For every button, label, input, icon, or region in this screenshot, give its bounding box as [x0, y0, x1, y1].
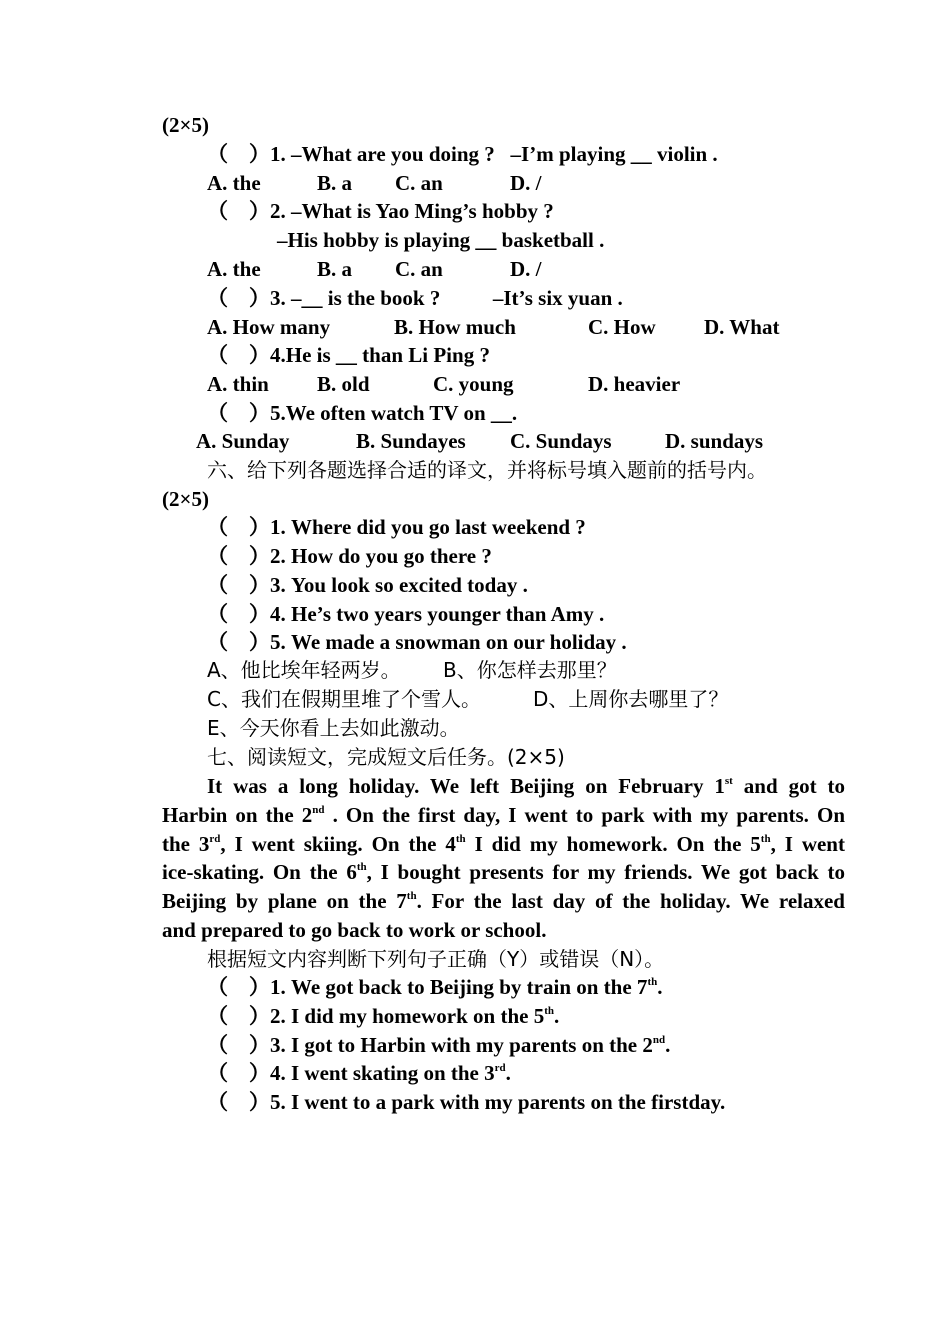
true-false-statement: （ ）4. I went skating on the 3rd.: [207, 1061, 511, 1085]
translation-question: （ ）5. We made a snowman on our holiday .: [207, 630, 627, 654]
passage-line: It was a long holiday. We left Beijing on February 1st and got to: [207, 774, 845, 798]
option-b: B. old: [317, 372, 370, 396]
option-a: A. thin: [207, 372, 269, 396]
question-prompt-continued: –His hobby is playing __ basketball .: [277, 228, 605, 252]
question-prompt: （ ）1. –What are you doing ? –I’m playing __ violin .: [207, 142, 718, 166]
answer-choice-a: A、他比埃年轻两岁。: [207, 658, 401, 682]
option-a: A. the: [207, 257, 261, 281]
option-c: C. an: [395, 257, 443, 281]
option-d: D. sundays: [665, 429, 764, 453]
passage-line: the 3rd, I went skiing. On the 4th I did my homework. On the 5th, I went: [162, 832, 845, 856]
passage-line: ice-skating. On the 6th, I bought presents for my friends. We got back to: [162, 860, 845, 884]
option-a: A. How many: [207, 315, 331, 339]
true-false-statement: （ ）2. I did my homework on the 5th.: [207, 1004, 560, 1028]
answer-choice-b: B、你怎样去那里？: [443, 658, 617, 682]
option-a: A. the: [207, 171, 261, 195]
option-d: D. /: [510, 257, 542, 281]
answer-choice-d: D、上周你去哪里了？: [533, 687, 729, 711]
translation-question: （ ）2. How do you go there ?: [207, 544, 492, 568]
option-d: D. What: [704, 315, 780, 339]
option-b: B. a: [317, 171, 353, 195]
translation-question: （ ）3. You look so excited today .: [207, 573, 528, 597]
translation-question: （ ）4. He’s two years younger than Amy .: [207, 602, 605, 626]
option-b: B. Sundayes: [356, 429, 466, 453]
section6-score: (2×5): [162, 487, 209, 511]
passage-line: Harbin on the 2nd . On the first day, I went to park with my parents. On: [162, 803, 845, 827]
section6-heading: 六、给下列各题选择合适的译文，并将标号填入题前的括号内。: [207, 458, 767, 482]
option-c: C. young: [433, 372, 514, 396]
option-d: D. /: [510, 171, 542, 195]
option-b: B. a: [317, 257, 353, 281]
section7-heading: 七、阅读短文，完成短文后任务。(2×5): [207, 745, 565, 769]
section7-instruction: 根据短文内容判断下列句子正确（Y）或错误（N）。: [207, 947, 665, 971]
question-prompt: （ ）4.He is __ than Li Ping ?: [207, 343, 490, 367]
translation-question: （ ）1. Where did you go last weekend ?: [207, 515, 586, 539]
true-false-statement: （ ）3. I got to Harbin with my parents on the 2nd.: [207, 1033, 671, 1057]
question-prompt: （ ）3. –__ is the book ? –It’s six yuan .: [207, 286, 623, 310]
answer-choice-c: C、我们在假期里堆了个雪人。: [207, 687, 481, 711]
option-b: B. How much: [394, 315, 516, 339]
answer-choice-e: E、今天你看上去如此激动。: [207, 716, 460, 740]
question-prompt: （ ）5.We often watch TV on __.: [207, 401, 518, 425]
question-prompt: （ ）2. –What is Yao Ming’s hobby ?: [207, 199, 554, 223]
option-c: C. an: [395, 171, 443, 195]
option-a: A. Sunday: [196, 429, 290, 453]
passage-line: and prepared to go back to work or school.: [162, 918, 547, 942]
true-false-statement: （ ）1. We got back to Beijing by train on the 7th.: [207, 975, 663, 999]
option-c: C. How: [588, 315, 656, 339]
option-c: C. Sundays: [510, 429, 612, 453]
passage-line: Beijing by plane on the 7th. For the last day of the holiday. We relaxed: [162, 889, 845, 913]
section5-score: (2×5): [162, 113, 209, 137]
true-false-statement: （ ）5. I went to a park with my parents on the firstday.: [207, 1090, 726, 1114]
option-d: D. heavier: [588, 372, 681, 396]
